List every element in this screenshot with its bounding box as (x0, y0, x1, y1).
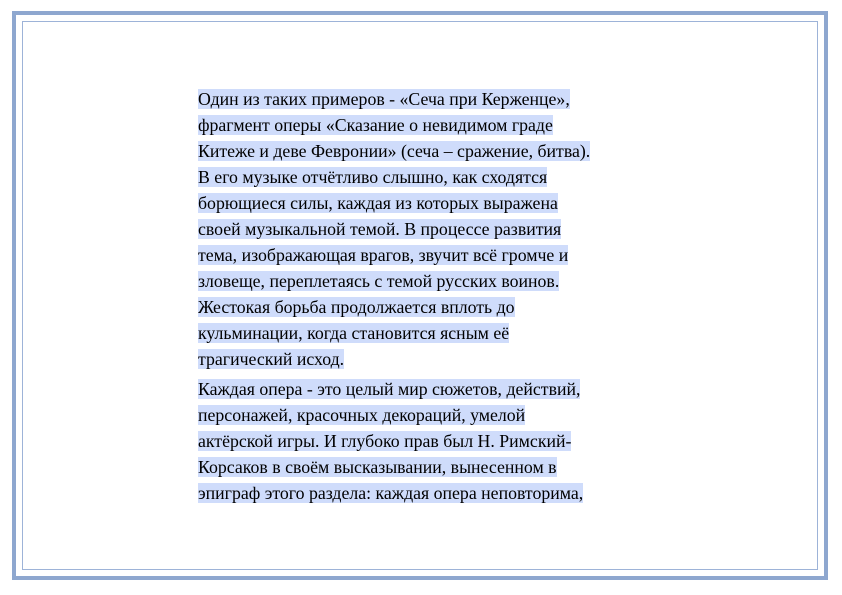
text-line: персонажей, красочных декораций, умелой (198, 405, 526, 425)
text-line: трагический исход. (198, 349, 345, 369)
text-line: кульминации, когда становится ясным её (198, 323, 510, 343)
text-line: эпиграф этого раздела: каждая опера неповторима, (198, 483, 584, 503)
text-line: фрагмент оперы «Сказание о невидимом граде (198, 115, 553, 135)
paragraph-opera-example (198, 86, 682, 372)
text-line: Каждая опера - это целый мир сюжетов, действий, (198, 379, 581, 399)
text-line: зловеще, переплетаясь с темой русских воинов. (198, 271, 560, 291)
text-line: Один из таких примеров - «Сеча при Керженце», (198, 89, 570, 109)
text-line: тема, изображающая врагов, звучит всё громче и (198, 245, 569, 265)
text-line: Китеже и деве Февронии» (сеча – сражение, битва). (198, 141, 591, 161)
text-line: В его музыке отчётливо слышно, как сходятся (198, 167, 548, 187)
text-line: актёрской игры. И глубоко прав был Н. Римский- (198, 431, 572, 451)
paragraph-opera-world (198, 376, 682, 506)
text-line: борющиеся силы, каждая из которых выражена (198, 193, 558, 213)
text-line: Корсаков в своём высказывании, вынесенном в (198, 457, 557, 477)
text-line: Жестокая борьба продолжается вплоть до (198, 297, 515, 317)
text-line: своей музыкальной темой. В процессе развития (198, 219, 562, 239)
text-block (198, 86, 682, 506)
